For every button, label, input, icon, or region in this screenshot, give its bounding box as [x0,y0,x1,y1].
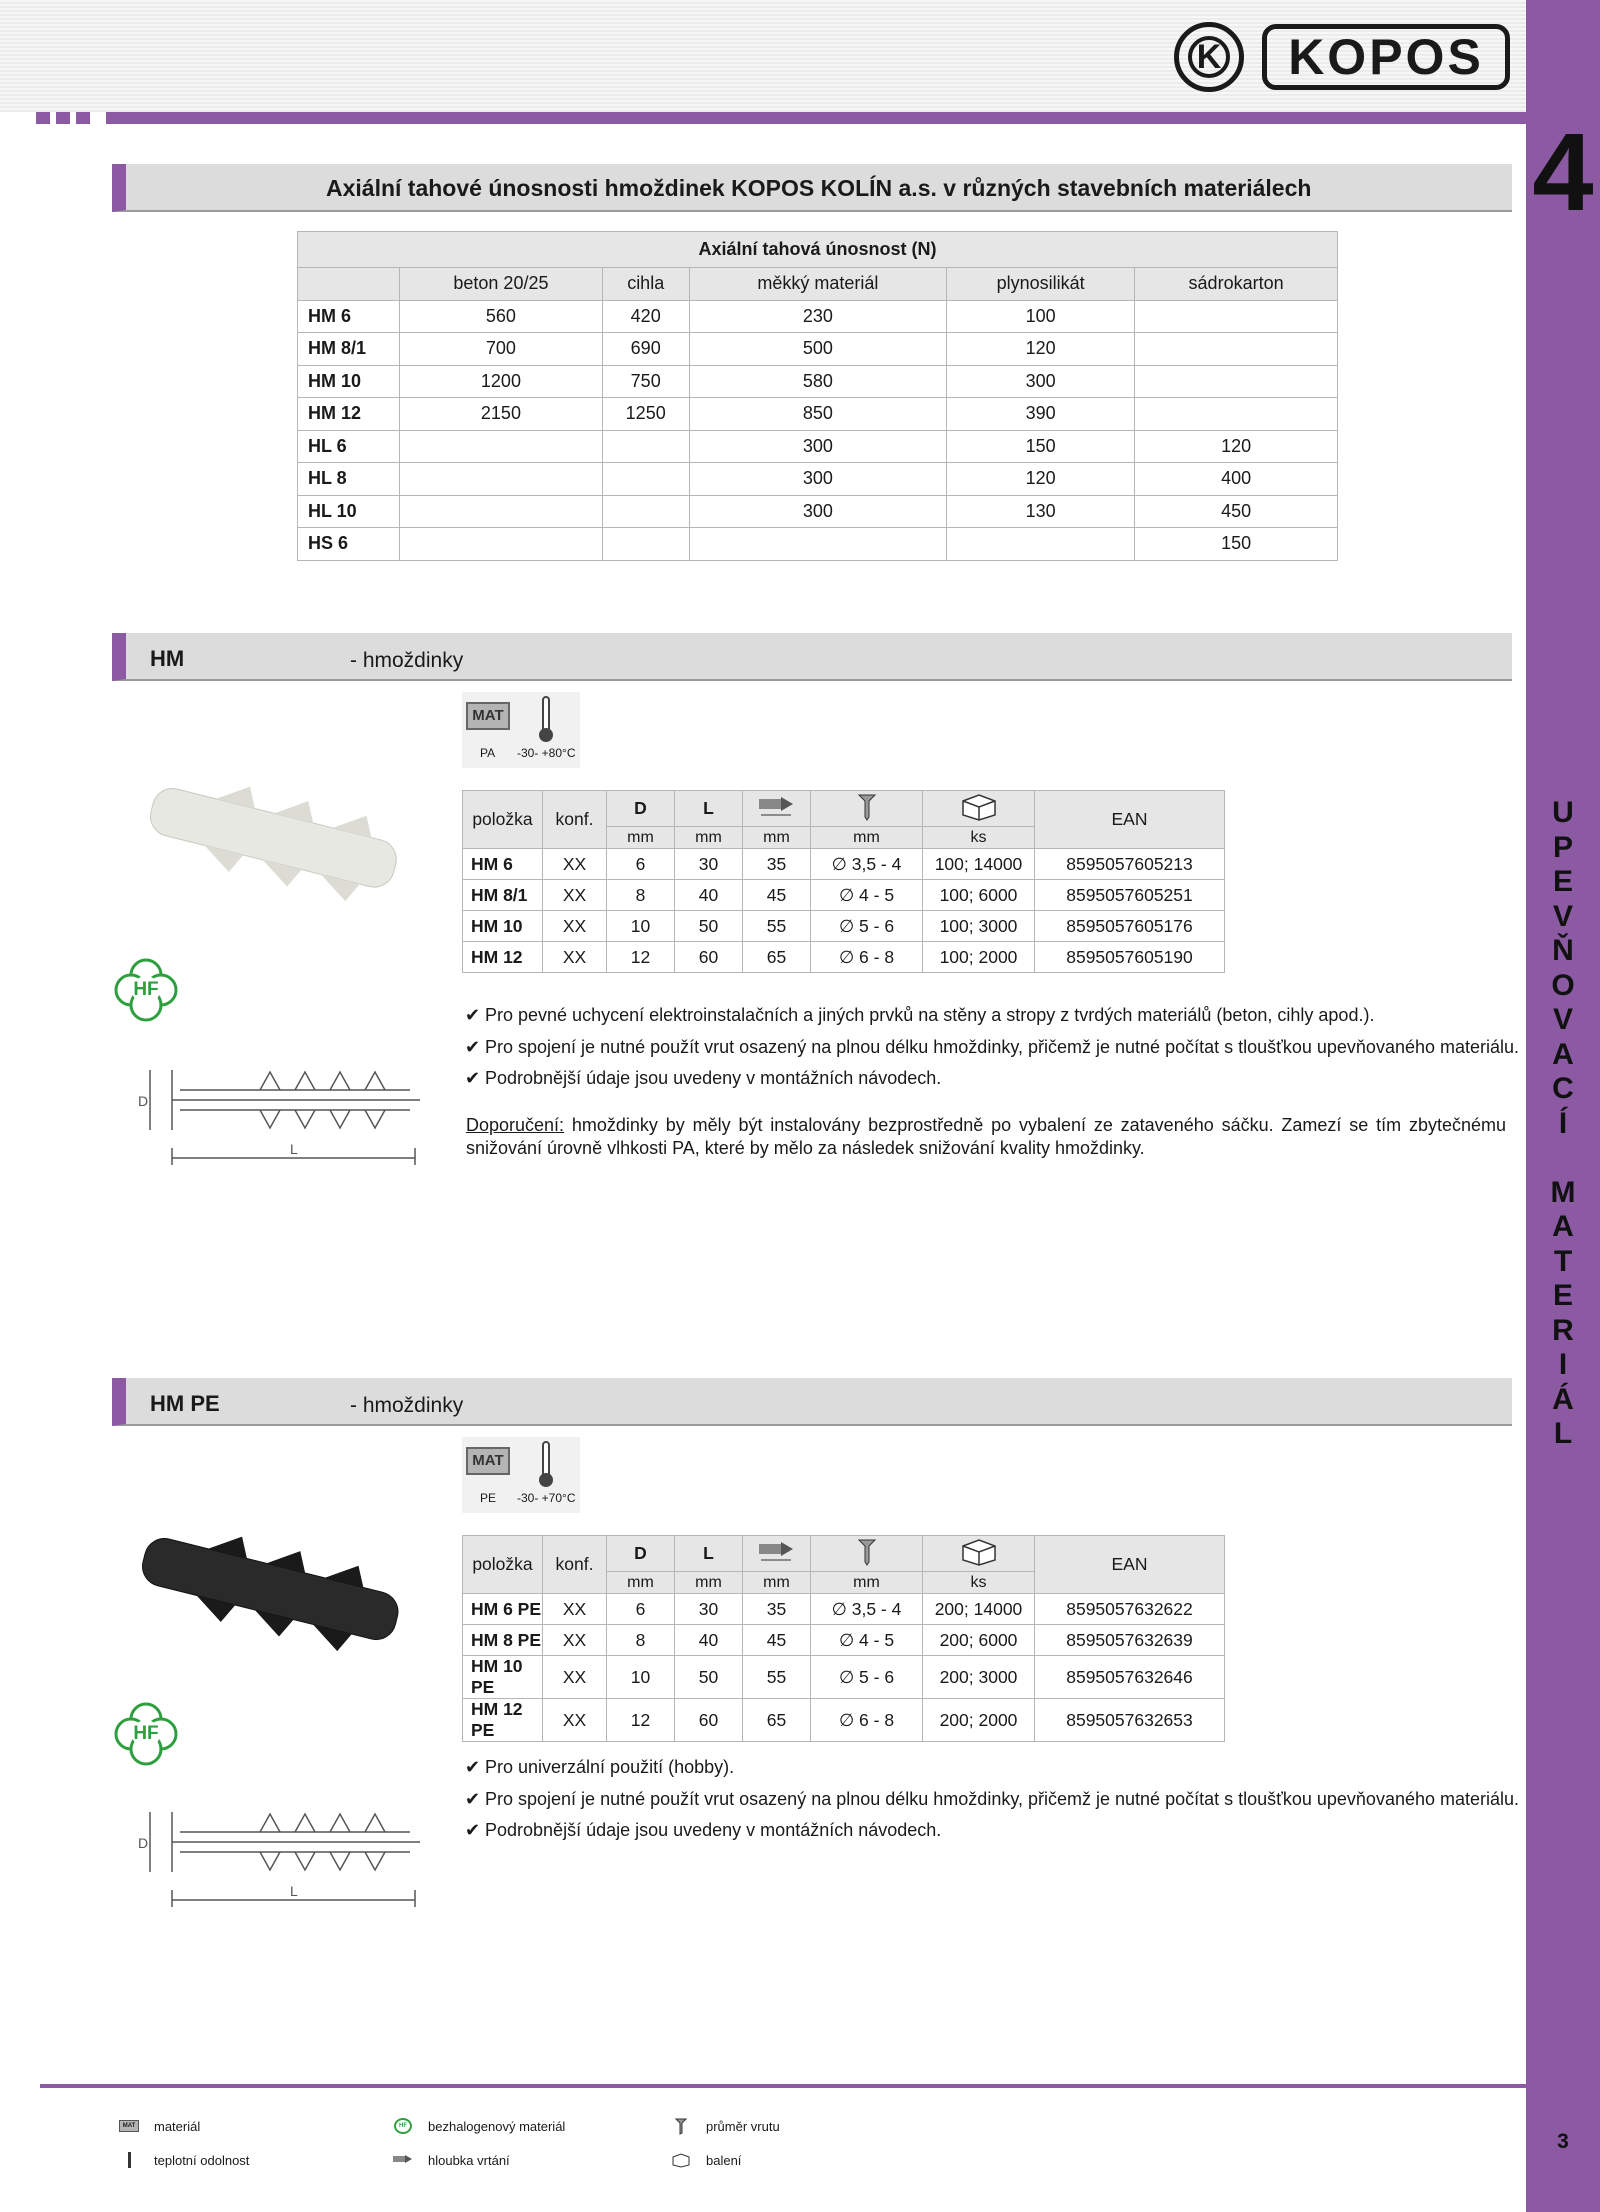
cell-conf: XX [543,880,607,911]
cell-conf: XX [543,911,607,942]
table-cell: 300 [689,430,947,463]
cell-l: 50 [675,1656,743,1699]
cell-pack: 200; 6000 [923,1625,1035,1656]
column-header: měkký materiál [689,268,947,301]
unit-cell: mm [675,1572,743,1594]
note-text: Podrobnější údaje jsou uvedeny v montážních návodech. [485,1068,942,1088]
cell-item: HM 6 PE [463,1594,543,1625]
table-cell: 560 [400,300,603,333]
cell-pack: 100; 6000 [923,880,1035,911]
column-header: cihla [602,268,689,301]
cell-l: 50 [675,911,743,942]
cell-ean: 8595057632622 [1035,1594,1225,1625]
hm-notes [465,1000,1519,1095]
screw-icon [670,2118,692,2134]
cell-depth: 45 [743,1625,811,1656]
row-label: HL 6 [298,430,400,463]
cell-l: 30 [675,1594,743,1625]
main-section-title: Axiální tahové únosnosti hmoždinek KOPOS KOLÍN a.s. v různých stavebních materiálech [326,175,1312,201]
note-text: Pro univerzální použití (hobby). [485,1757,735,1777]
cell-depth: 35 [743,1594,811,1625]
legend-label: bezhalogenový materiál [428,2118,566,2134]
logo-letter: K [1188,36,1230,78]
table-cell: 750 [602,365,689,398]
unit-cell: mm [743,827,811,849]
halogen-free-icon: HF [392,2118,414,2134]
cell-l: 40 [675,880,743,911]
temperature-value: -30- +70°C [517,1491,576,1505]
cell-depth: 65 [743,1699,811,1742]
check-icon: ✔ [465,1820,481,1840]
main-section-banner [112,164,1512,212]
section-subtitle: - hmoždinky [350,1394,464,1417]
table-cell: 100 [947,300,1135,333]
table-cell: 1250 [602,398,689,431]
cell-screw: ∅ 4 - 5 [811,1625,923,1656]
drill-depth-icon [743,1536,811,1572]
row-label: HM 12 [298,398,400,431]
kopos-logo-emblem [1174,22,1244,92]
header-d: D [607,791,675,827]
unit-cell: mm [811,827,923,849]
header-square [36,112,50,124]
cell-item: HM 10 [463,911,543,942]
table-cell: 400 [1135,463,1338,496]
table-row [298,333,1338,366]
table-row [463,849,1225,880]
cell-item: HM 12 [463,942,543,973]
cell-depth: 55 [743,911,811,942]
table-cell [400,528,603,561]
side-letter: T [1553,1244,1573,1278]
cell-screw: ∅ 5 - 6 [811,1656,923,1699]
check-icon: ✔ [465,1005,481,1025]
table-row [298,430,1338,463]
mat-icon: MAT [466,702,510,730]
unit-cell: mm [811,1572,923,1594]
temperature-value: -30- +80°C [517,746,576,760]
dimension-d-label: D [138,1835,149,1851]
cell-d: 10 [607,911,675,942]
check-icon: ✔ [465,1788,481,1809]
table-cell [689,528,947,561]
recommendation [466,1114,1506,1160]
table-cell: 850 [689,398,947,431]
table-cell: 130 [947,495,1135,528]
note-text: Pro pevné uchycení elektroinstalačních a jiných prvků na stěny a stropy z tvrdých materiálů (beton, cihly apod.). [485,1005,1375,1025]
hmpe-anchor-photo [120,1510,430,1670]
cell-conf: XX [543,1699,607,1742]
cell-ean: 8595057632639 [1035,1625,1225,1656]
table-cell: 700 [400,333,603,366]
side-letter: E [1552,1279,1573,1312]
side-letter: E [1552,865,1573,898]
column-header: plynosilikát [947,268,1135,301]
row-label: HM 6 [298,300,400,333]
pullout-strength-table [297,231,1338,561]
hf-label: HF [133,1723,159,1744]
cell-pack: 200; 14000 [923,1594,1035,1625]
side-letter: R [1552,1313,1574,1347]
row-label: HL 8 [298,463,400,496]
cell-pack: 100; 2000 [923,942,1035,973]
cell-conf: XX [543,942,607,973]
box-icon [923,1536,1035,1572]
drill-depth-icon [392,2152,414,2168]
table-cell: 690 [602,333,689,366]
section-subtitle: - hmoždinky [350,649,464,672]
note-item [465,1815,1519,1847]
table-cell: 150 [947,430,1135,463]
table-cell: 300 [689,495,947,528]
cell-item: HM 8/1 [463,880,543,911]
row-label: HS 6 [298,528,400,561]
dimension-l-label: L [290,1141,298,1157]
table-cell [602,463,689,496]
cell-depth: 45 [743,880,811,911]
header-ean: EAN [1035,791,1225,849]
header-accent-bar [106,112,1526,124]
table-row [298,495,1338,528]
cell-depth: 35 [743,849,811,880]
table-row [463,1699,1225,1742]
legend-temperature [118,2152,249,2168]
side-letter: Ň [1552,934,1574,967]
table-cell [1135,365,1338,398]
table-title: Axiální tahová únosnost (N) [298,232,1338,268]
cell-pack: 100; 14000 [923,849,1035,880]
note-text: Pro spojení je nutné použít vrut osazený na plnou délku hmoždinky, přičemž je nutné počítat s tloušťkou upevňovaného materiálu. [485,1788,1520,1809]
side-letter [1526,1141,1600,1176]
header-square [76,112,90,124]
side-letter: O [1551,968,1575,1002]
side-letter: V [1552,899,1573,933]
thermometer-icon [118,2152,140,2168]
cell-item: HM 10 PE [463,1656,543,1699]
table-cell [1135,333,1338,366]
table-cell: 230 [689,300,947,333]
table-cell: 120 [947,333,1135,366]
cell-l: 40 [675,1625,743,1656]
table-row [298,398,1338,431]
cell-l: 60 [675,1699,743,1742]
cell-d: 6 [607,1594,675,1625]
dimension-d-label: D [138,1093,149,1109]
side-letter: M [1550,1175,1576,1209]
table-cell [400,463,603,496]
legend-label: materiál [154,2118,201,2134]
cell-pack: 100; 3000 [923,911,1035,942]
cell-depth: 55 [743,1656,811,1699]
hmpe-section-banner [112,1378,1512,1426]
hm-dimension-drawing [120,1050,430,1170]
table-row [463,1656,1225,1699]
page-number: 3 [1557,2130,1569,2153]
cell-pack: 200; 2000 [923,1699,1035,1742]
table-row [463,942,1225,973]
material-value: PE [480,1491,497,1505]
table-cell: 120 [947,463,1135,496]
note-text: Pro spojení je nutné použít vrut osazený na plnou délku hmoždinky, přičemž je nutné počítat s tloušťkou upevňovaného materiálu. [485,1036,1520,1057]
hmpe-notes [465,1752,1519,1847]
cell-ean: 8595057605251 [1035,880,1225,911]
note-item [465,1000,1519,1032]
recommendation-text: hmoždinky by měly být instalovány bezprostředně po vybalení ze zataveného sáčku. Zamezí se tím zbytečnému snižování úrovně vlhkosti PA, které by mělo za následek snižování kvality hmoždinky. [466,1115,1506,1158]
cell-screw: ∅ 4 - 5 [811,880,923,911]
header-conf: konf. [543,1536,607,1594]
legend-label: teplotní odolnost [154,2152,250,2168]
section-name: HM [150,646,185,671]
column-header: sádrokarton [1135,268,1338,301]
column-header: beton 20/25 [400,268,603,301]
row-label: HL 10 [298,495,400,528]
kopos-logo-wordmark [1262,24,1510,90]
side-letter: V [1552,1003,1573,1036]
table-row [463,911,1225,942]
cell-item: HM 6 [463,849,543,880]
table-row [298,463,1338,496]
material-value: PA [480,746,496,760]
side-letter: P [1552,830,1573,864]
side-letter: C [1552,1072,1574,1105]
hmpe-product-table [462,1535,1225,1742]
table-cell [602,495,689,528]
table-cell: 500 [689,333,947,366]
table-cell: 120 [1135,430,1338,463]
legend-screw-diameter [670,2118,780,2134]
chapter-number: 4 [1532,111,1594,234]
unit-cell: mm [743,1572,811,1594]
cell-l: 30 [675,849,743,880]
unit-cell: mm [607,1572,675,1594]
legend-halogen-free [392,2118,565,2134]
cell-screw: ∅ 3,5 - 4 [811,849,923,880]
table-row [298,365,1338,398]
table-row [463,1594,1225,1625]
logo-text: KOPOS [1288,29,1484,85]
table-row [298,528,1338,561]
unit-cell: ks [923,1572,1035,1594]
table-cell [1135,398,1338,431]
mat-icon: MAT [118,2118,140,2134]
header-item: položka [463,791,543,849]
side-letter: L [1553,1417,1573,1450]
material-badge [462,1437,580,1513]
table-row [463,880,1225,911]
footer-line [40,2084,1526,2088]
hmpe-dimension-drawing [120,1792,430,1912]
cell-item: HM 12 PE [463,1699,543,1742]
note-item [465,1752,1519,1784]
cell-d: 8 [607,880,675,911]
cell-conf: XX [543,849,607,880]
table-cell: 450 [1135,495,1338,528]
row-label: HM 10 [298,365,400,398]
note-item [465,1063,1519,1095]
note-item [465,1032,1519,1064]
halogen-free-icon [114,958,178,1022]
unit-cell: mm [607,827,675,849]
cell-conf: XX [543,1656,607,1699]
table-row [463,1625,1225,1656]
unit-cell: ks [923,827,1035,849]
table-cell: 150 [1135,528,1338,561]
side-letter: U [1552,796,1574,829]
side-letter: A [1552,1037,1574,1071]
note-text: Podrobnější údaje jsou uvedeny v montážních návodech. [485,1820,942,1840]
box-icon [670,2152,692,2168]
cell-item: HM 8 PE [463,1625,543,1656]
mat-icon: MAT [466,1447,510,1475]
table-cell [602,430,689,463]
row-label: HM 8/1 [298,333,400,366]
table-cell [1135,300,1338,333]
legend-label: balení [706,2152,742,2168]
table-cell: 420 [602,300,689,333]
table-cell [400,430,603,463]
cell-screw: ∅ 5 - 6 [811,911,923,942]
screw-icon [811,791,923,827]
drill-depth-icon [743,791,811,827]
table-cell: 2150 [400,398,603,431]
table-cell [947,528,1135,561]
side-letter: I [1558,1348,1568,1381]
recommendation-label: Doporučení: [466,1115,565,1135]
cell-screw: ∅ 6 - 8 [811,942,923,973]
table-row [298,300,1338,333]
table-cell: 1200 [400,365,603,398]
header-l: L [675,1536,743,1572]
header-d: D [607,1536,675,1572]
table-cell: 390 [947,398,1135,431]
unit-cell: mm [675,827,743,849]
thermometer-icon [542,1441,550,1481]
cell-ean: 8595057632653 [1035,1699,1225,1742]
check-icon: ✔ [465,1036,481,1057]
cell-ean: 8595057605213 [1035,849,1225,880]
section-name: HM PE [150,1391,220,1416]
material-badge [462,692,580,768]
cell-conf: XX [543,1625,607,1656]
legend-drill-depth [392,2152,510,2168]
screw-icon [811,1536,923,1572]
table-cell: 300 [947,365,1135,398]
header-l: L [675,791,743,827]
cell-ean: 8595057605190 [1035,942,1225,973]
check-icon: ✔ [465,1068,481,1088]
cell-pack: 200; 3000 [923,1656,1035,1699]
cell-l: 60 [675,942,743,973]
hm-section-banner [112,633,1512,681]
hm-product-table [462,790,1225,973]
legend-packing [670,2152,741,2168]
cell-ean: 8595057605176 [1035,911,1225,942]
cell-d: 6 [607,849,675,880]
header-ean: EAN [1035,1536,1225,1594]
thermometer-icon [542,696,550,736]
note-item [465,1784,1519,1816]
table-cell [400,495,603,528]
side-letter: Í [1558,1106,1568,1140]
cell-d: 10 [607,1656,675,1699]
side-letter: A [1552,1210,1574,1243]
legend-material [118,2118,200,2134]
legend-label: hloubka vrtání [428,2152,510,2168]
header-square [56,112,70,124]
header-conf: konf. [543,791,607,849]
cell-conf: XX [543,1594,607,1625]
side-vertical-title [1526,796,1600,1452]
side-letter: Á [1552,1382,1574,1416]
legend-label: průměr vrutu [706,2118,780,2134]
box-icon [923,791,1035,827]
cell-ean: 8595057632646 [1035,1656,1225,1699]
table-cell: 300 [689,463,947,496]
cell-screw: ∅ 6 - 8 [811,1699,923,1742]
cell-d: 12 [607,942,675,973]
dimension-l-label: L [290,1883,298,1899]
hm-anchor-photo [128,760,428,920]
check-icon: ✔ [465,1757,481,1777]
header-item: položka [463,1536,543,1594]
halogen-free-icon [114,1702,178,1766]
hf-label: HF [133,979,159,1000]
cell-d: 12 [607,1699,675,1742]
cell-depth: 65 [743,942,811,973]
cell-d: 8 [607,1625,675,1656]
table-cell [602,528,689,561]
table-cell: 580 [689,365,947,398]
cell-screw: ∅ 3,5 - 4 [811,1594,923,1625]
corner-cell [298,268,400,301]
